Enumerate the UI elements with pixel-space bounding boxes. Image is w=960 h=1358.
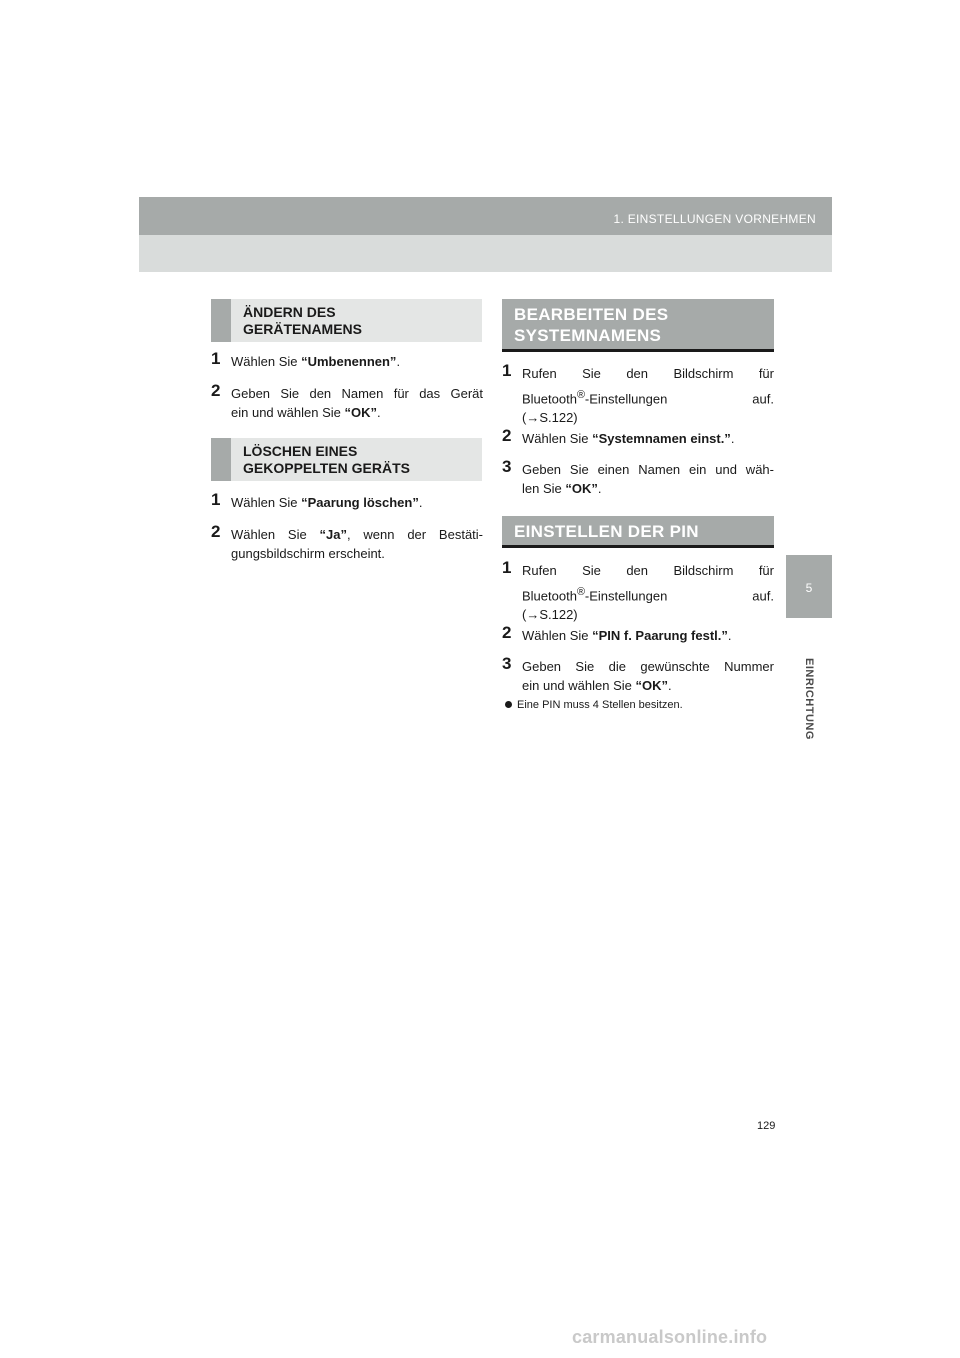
section-heading-set-pin (502, 516, 774, 548)
step-1: 1 Rufen Sie den Bildschirm für Bluetooth®-Einstellungen auf. (→S.122) (502, 558, 774, 623)
section-title: ÄNDERN DES GERÄTENAMENS (243, 304, 363, 337)
chapter-number: 5 (805, 581, 813, 595)
section-heading-rename-device (211, 299, 482, 342)
section-heading-delete-paired-device (211, 438, 482, 481)
chapter-title: 1. EINSTELLUNGEN VORNEHMEN (613, 212, 816, 226)
section-title: EINSTELLEN DER PIN (514, 522, 699, 541)
chapter-header (139, 197, 832, 235)
heading-accent-bar (211, 299, 231, 342)
step-3: 3 Geben Sie einen Namen ein und wäh- len Sie “OK”. (502, 457, 774, 496)
bullet-dot-icon (505, 701, 512, 708)
footer-watermark: carmanualsonline.info (572, 1327, 768, 1347)
step-1: 1 Wählen Sie “Umbenennen”. (211, 349, 401, 369)
header-sub-band (139, 235, 832, 272)
note-bullet: Eine PIN muss 4 Stellen besitzen. (505, 698, 775, 712)
page-number: 129 (757, 1120, 776, 1132)
step-2: 2 Geben Sie den Namen für das Gerät ein und wählen Sie “OK”. (211, 381, 483, 420)
step-2: 2 Wählen Sie “Systemnamen einst.”. (502, 426, 735, 446)
heading-accent-bar (211, 438, 231, 481)
step-2: 2 Wählen Sie “Ja”, wenn der Bestäti- gungsbildschirm erscheint. (211, 522, 483, 561)
section-title: LÖSCHEN EINES GEKOPPELTEN GERÄTS (243, 443, 410, 476)
step-1: 1 Rufen Sie den Bildschirm für Bluetooth®-Einstellungen auf. (→S.122) (502, 361, 774, 426)
step-2: 2 Wählen Sie “PIN f. Paarung festl.”. (502, 623, 732, 643)
chapter-label: EINRICHTUNG (803, 658, 815, 740)
section-heading-edit-system-name (502, 299, 774, 352)
step-1: 1 Wählen Sie “Paarung löschen”. (211, 490, 423, 510)
section-title: BEARBEITEN DES SYSTEMNAMENS (514, 305, 669, 345)
chapter-tab (786, 555, 832, 618)
step-3: 3 Geben Sie die gewünschte Nummer ein und wählen Sie “OK”. (502, 654, 774, 693)
